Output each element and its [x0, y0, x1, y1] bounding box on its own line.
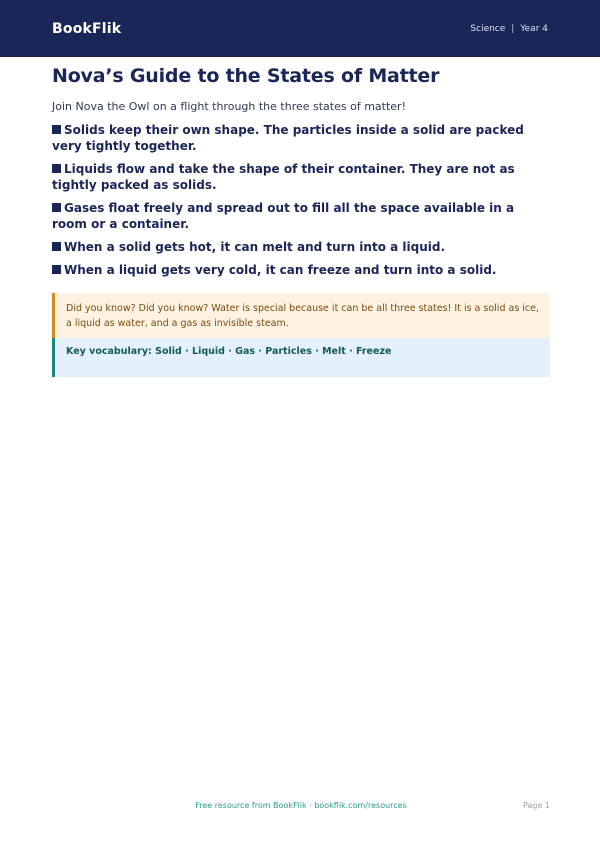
vocabulary-text: Key vocabulary: Solid · Liquid · Gas · Particles · Melt · Freeze [66, 346, 392, 357]
list-item [52, 262, 550, 278]
page-footer [52, 801, 550, 815]
year-label: Year 4 [520, 23, 548, 34]
top-bar [0, 0, 600, 57]
list-item-text: When a solid gets hot, it can melt and turn into a liquid. [64, 240, 446, 254]
intro-text: Join Nova the Owl on a flight through the three states of matter! [52, 100, 406, 113]
list-item-text: Liquids flow and take the shape of their container. They are not as tightly packed as solids. [52, 162, 515, 192]
breadcrumb [470, 24, 548, 34]
footer-credit-link[interactable]: Free resource from BookFlik · bookflik.com/resources [195, 801, 407, 810]
did-you-know-callout [52, 293, 550, 338]
square-bullet-icon [52, 203, 61, 212]
did-you-know-text: Did you know? Did you know? Water is special because it can be all three states! It is a solid as ice, a liquid as water, and a gas as invisible steam. [66, 303, 540, 329]
list-item [52, 161, 550, 193]
list-item [52, 122, 550, 154]
square-bullet-icon [52, 125, 61, 134]
list-item-text: Solids keep their own shape. The particles inside a solid are packed very tightly together. [52, 123, 524, 153]
list-item [52, 239, 550, 255]
brand-logo[interactable]: BookFlik [52, 20, 122, 37]
square-bullet-icon [52, 242, 61, 251]
list-item [52, 200, 550, 232]
list-item-text: Gases float freely and spread out to fill all the space available in a room or a container. [52, 201, 515, 231]
page-number: Page 1 [523, 801, 550, 810]
list-item-text: When a liquid gets very cold, it can freeze and turn into a solid. [64, 263, 497, 277]
square-bullet-icon [52, 164, 61, 173]
key-points-list [52, 122, 550, 278]
breadcrumb-separator: | [511, 23, 515, 34]
page-title: Nova’s Guide to the States of Matter [52, 65, 440, 87]
square-bullet-icon [52, 265, 61, 274]
vocabulary-box [52, 338, 550, 377]
document-body [52, 64, 550, 377]
subject-label: Science [470, 23, 506, 34]
